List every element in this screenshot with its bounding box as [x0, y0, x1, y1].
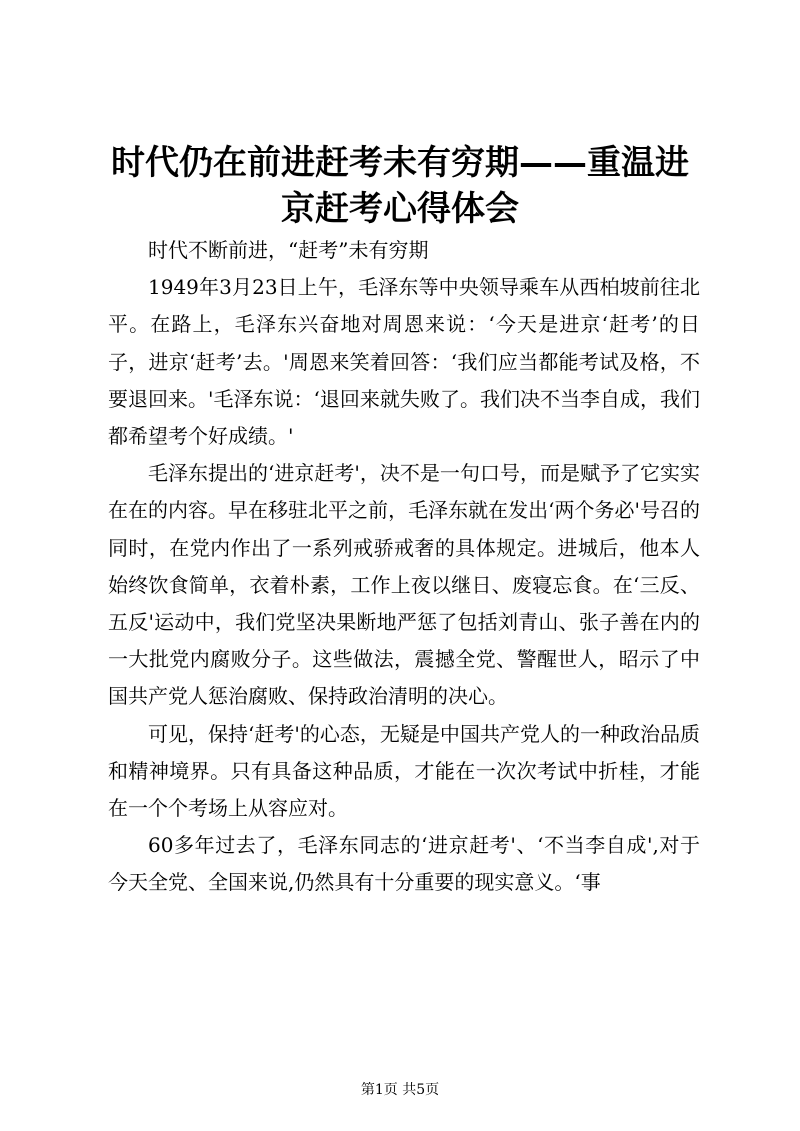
paragraph-1: 1949年3月23日上午，毛泽东等中央领导乘车从西柏坡前往北平。在路上，毛泽东兴奋地对周恩来说：‘今天是进京‘赶考’的日子，进京‘赶考’去。'周恩来笑着回答：‘我们应当都能考试及格，不要退回来。'毛泽东说：‘退回来就失败了。我们决不当李自成，我们都希望考个好成绩。'	[108, 275, 700, 449]
paragraph-2: 毛泽东提出的‘进京赶考'，决不是一句口号，而是赋予了它实实在在的内容。早在移驻北平之前，毛泽东就在发出‘两个务必'号召的同时，在党内作出了一系列戒骄戒奢的具体规定。进城后，他本人始终饮食简单，衣着朴素，工作上夜以继日、废寝忘食。在‘三反、五反'运动中，我们党坚决果断地严惩了包括刘青山、张子善在内的一大批党内腐败分子。这些做法，震撼全党、警醒世人，昭示了中国共产党人惩治腐败、保持政治清明的决心。	[108, 461, 700, 709]
page-number-footer: 第1页 共5页	[360, 1082, 440, 1098]
paragraph-subtitle: 时代不断前进，“赶考”未有穷期	[148, 238, 429, 262]
document-body	[108, 232, 700, 902]
document-title: 时代仍在前进赶考未有穷期——重温进京赶考心得体会	[111, 143, 689, 229]
paragraph-3: 可见，保持‘赶考'的心态，无疑是中国共产党人的一种政治品质和精神境界。只有具备这种品质，才能在一次次考试中折桂，才能在一个个考场上从容应对。	[108, 721, 700, 821]
paragraph-4: 60多年过去了，毛泽东同志的‘进京赶考'、‘不当李自成',对于今天全党、全国来说,仍然具有十分重要的现实意义。‘事	[108, 833, 700, 895]
